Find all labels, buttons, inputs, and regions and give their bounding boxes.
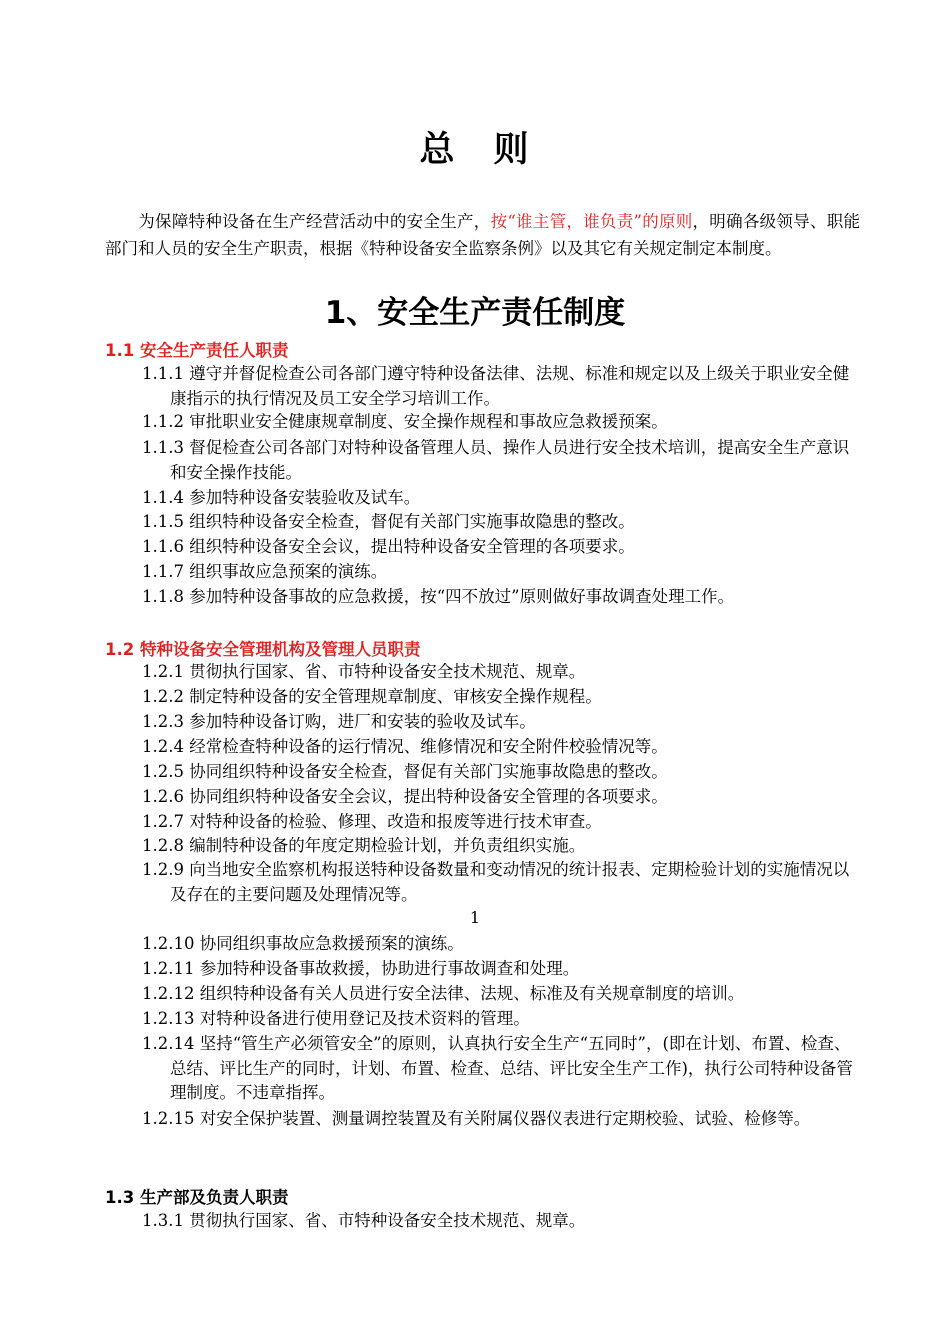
list-item: 1.2.10 协同组织事故应急救援预案的演练。: [142, 934, 464, 953]
list-item: 1.2.9 向当地安全监察机构报送特种设备数量和变动情况的统计报表、定期检验计划的实施情况以及存在的主要问题及处理情况等。: [142, 860, 850, 904]
intro-text-end: ，明确各级领导、职能部门和人员的安全生产职责，根据《特种设备安全监察条例》以及其它有关规定制定本制度。: [105, 212, 860, 258]
section-title-1-3: 1.3 生产部及负责人职责: [105, 1188, 289, 1207]
list-item: 1.1.7 组织事故应急预案的演练。: [142, 562, 388, 581]
list-item: 1.2.12 组织特种设备有关人员进行安全法律、法规、标准及有关规章制度的培训。: [142, 984, 745, 1003]
list-item: 1.2.4 经常检查特种设备的运行情况、维修情况和安全附件校验情况等。: [142, 737, 668, 756]
list-item: 1.2.6 协同组织特种设备安全会议，提出特种设备安全管理的各项要求。: [142, 787, 668, 806]
list-item: 1.1.8 参加特种设备事故的应急救援，按“四不放过”原则做好事故调查处理工作。: [142, 587, 735, 606]
list-item: 1.3.1 贯彻执行国家、省、市特种设备安全技术规范、规章。: [142, 1211, 586, 1230]
list-item: 1.2.14 坚持“管生产必须管安全”的原则，认真执行安全生产“五同时”，(即在计划、布置、检查、总结、评比生产的同时，计划、布置、检查、总结、评比安全生产工作)，执行公司特种设备管理制度。不违章指挥。: [142, 1034, 853, 1102]
intro-paragraph: [105, 208, 860, 262]
list-item: 1.1.1 遵守并督促检查公司各部门遵守特种设备法律、法规、标准和规定以及上级关于职业安全健康指示的执行情况及员工安全学习培训工作。: [142, 364, 850, 408]
list-item: 1.1.3 督促检查公司各部门对特种设备管理人员、操作人员进行安全技术培训，提高安全生产意识和安全操作技能。: [142, 438, 850, 482]
list-item: 1.2.2 制定特种设备的安全管理规章制度、审核安全操作规程。: [142, 687, 602, 706]
list-item: 1.2.7 对特种设备的检验、修理、改造和报废等进行技术审查。: [142, 812, 602, 831]
list-item: 1.1.5 组织特种设备安全检查，督促有关部门实施事故隐患的整改。: [142, 512, 635, 531]
page-title: 总 则: [419, 130, 531, 170]
list-item: 1.1.4 参加特种设备安装验收及试车。: [142, 488, 421, 507]
intro-text: 为保障特种设备在生产经营活动中的安全生产，: [138, 212, 491, 231]
intro-highlight: 按“谁主管，谁负责”的原则: [490, 212, 693, 231]
list-item: 1.2.15 对安全保护装置、测量调控装置及有关附属仪器仪表进行定期校验、试验、检修等。: [142, 1109, 811, 1128]
chapter-heading: 1、安全生产责任制度: [324, 295, 626, 331]
list-item: 1.2.5 协同组织特种设备安全检查，督促有关部门实施事故隐患的整改。: [142, 762, 668, 781]
list-item: 1.2.1 贯彻执行国家、省、市特种设备安全技术规范、规章。: [142, 662, 586, 681]
section-title-1-1: 1.1 安全生产责任人职责: [105, 341, 289, 360]
list-item: 1.1.6 组织特种设备安全会议，提出特种设备安全管理的各项要求。: [142, 537, 635, 556]
list-item: 1.2.8 编制特种设备的年度定期检验计划，并负责组织实施。: [142, 836, 586, 855]
list-item: 1.1.2 审批职业安全健康规章制度、安全操作规程和事故应急救援预案。: [142, 412, 668, 431]
list-item: 1.2.11 参加特种设备事故救援，协助进行事故调查和处理。: [142, 959, 580, 978]
list-item: 1.2.13 对特种设备进行使用登记及技术资料的管理。: [142, 1009, 530, 1028]
section-title-1-2: 1.2 特种设备安全管理机构及管理人员职责: [105, 640, 421, 659]
list-item: 1.2.3 参加特种设备订购，进厂和安装的验收及试车。: [142, 712, 536, 731]
page-number: 1: [469, 908, 481, 927]
